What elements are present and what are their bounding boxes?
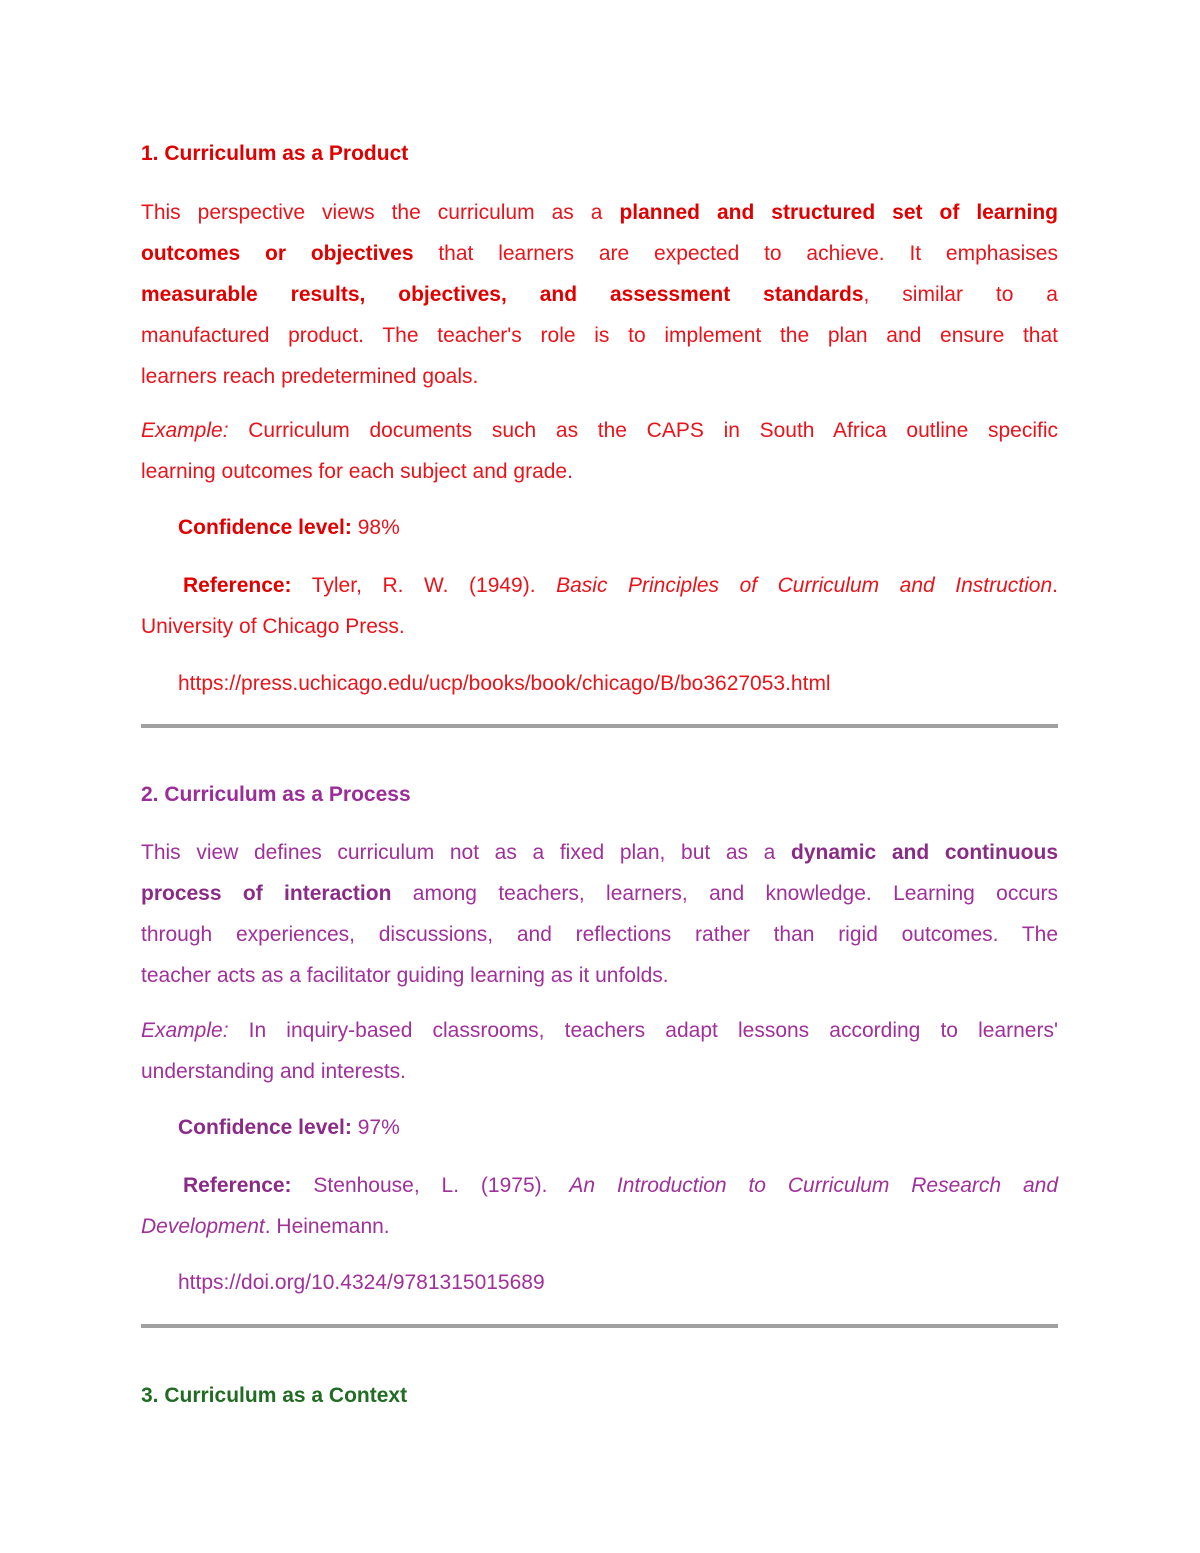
body-bold-text: measurable results, objectives, and assessment standards [141, 283, 864, 306]
body-text: learners reach predetermined goals. [141, 365, 479, 388]
reference-label: Reference: [183, 1174, 292, 1197]
section-2-confidence [178, 1107, 400, 1148]
example-text: learning outcomes for each subject and grade. [141, 460, 573, 483]
confidence-label: Confidence level: [178, 516, 352, 539]
body-text: through experiences, discussions, and reflections rather than rigid outcomes. The [141, 923, 1058, 946]
section-1-reference [141, 565, 1058, 647]
section-1-body [141, 192, 1058, 397]
confidence-value: 98% [351, 516, 400, 539]
section-2-example [141, 1010, 1058, 1092]
section-2-body [141, 832, 1058, 996]
example-text: Curriculum documents such as the CAPS in South Africa outline specific [228, 419, 1058, 442]
reference-title: Basic Principles of Curriculum and Instruction [556, 574, 1053, 597]
section-2-reference [141, 1165, 1058, 1247]
reference-author: Stenhouse, L. (1975). [291, 1174, 570, 1197]
body-text: that learners are expected to achieve. It emphasises [413, 242, 1058, 265]
reference-label: Reference: [183, 574, 292, 597]
body-text: teacher acts as a facilitator guiding learning as it unfolds. [141, 964, 669, 987]
body-bold-text: process of interaction [141, 882, 392, 905]
body-text: This view defines curriculum not as a fixed plan, but as a [141, 841, 792, 864]
body-text: among teachers, learners, and knowledge. Learning occurs [391, 882, 1059, 905]
confidence-label: Confidence level: [178, 1116, 352, 1139]
section-1-confidence [178, 507, 400, 548]
body-bold-text: planned and structured set of learning [619, 201, 1059, 224]
section-2-url[interactable]: https://doi.org/10.4324/9781315015689 [178, 1271, 545, 1294]
section-1-example [141, 410, 1058, 492]
reference-title: Development [141, 1215, 265, 1238]
reference-publisher: University of Chicago Press. [141, 615, 405, 638]
example-text: In inquiry-based classrooms, teachers adapt lessons according to learners' [228, 1019, 1058, 1042]
body-bold-text: dynamic and continuous [791, 841, 1058, 864]
section-1-heading: 1. Curriculum as a Product [141, 142, 409, 165]
reference-punct: . [1052, 574, 1058, 597]
section-1-url[interactable]: https://press.uchicago.edu/ucp/books/book/chicago/B/bo3627053.html [178, 672, 831, 695]
example-label: Example: [141, 1019, 229, 1042]
reference-title: An Introduction to Curriculum Research and [569, 1174, 1059, 1197]
body-text: This perspective views the curriculum as a [141, 201, 620, 224]
example-label: Example: [141, 419, 229, 442]
section-divider [141, 1324, 1058, 1328]
reference-publisher: . Heinemann. [264, 1215, 390, 1238]
reference-author: Tyler, R. W. (1949). [291, 574, 557, 597]
body-bold-text: outcomes or objectives [141, 242, 414, 265]
body-text: , similar to a [863, 283, 1058, 306]
section-2-heading: 2. Curriculum as a Process [141, 783, 411, 806]
section-3-heading: 3. Curriculum as a Context [141, 1384, 408, 1407]
example-text: understanding and interests. [141, 1060, 407, 1083]
body-text: manufactured product. The teacher's role is to implement the plan and ensure that [141, 324, 1058, 347]
section-divider [141, 724, 1058, 728]
confidence-value: 97% [351, 1116, 400, 1139]
